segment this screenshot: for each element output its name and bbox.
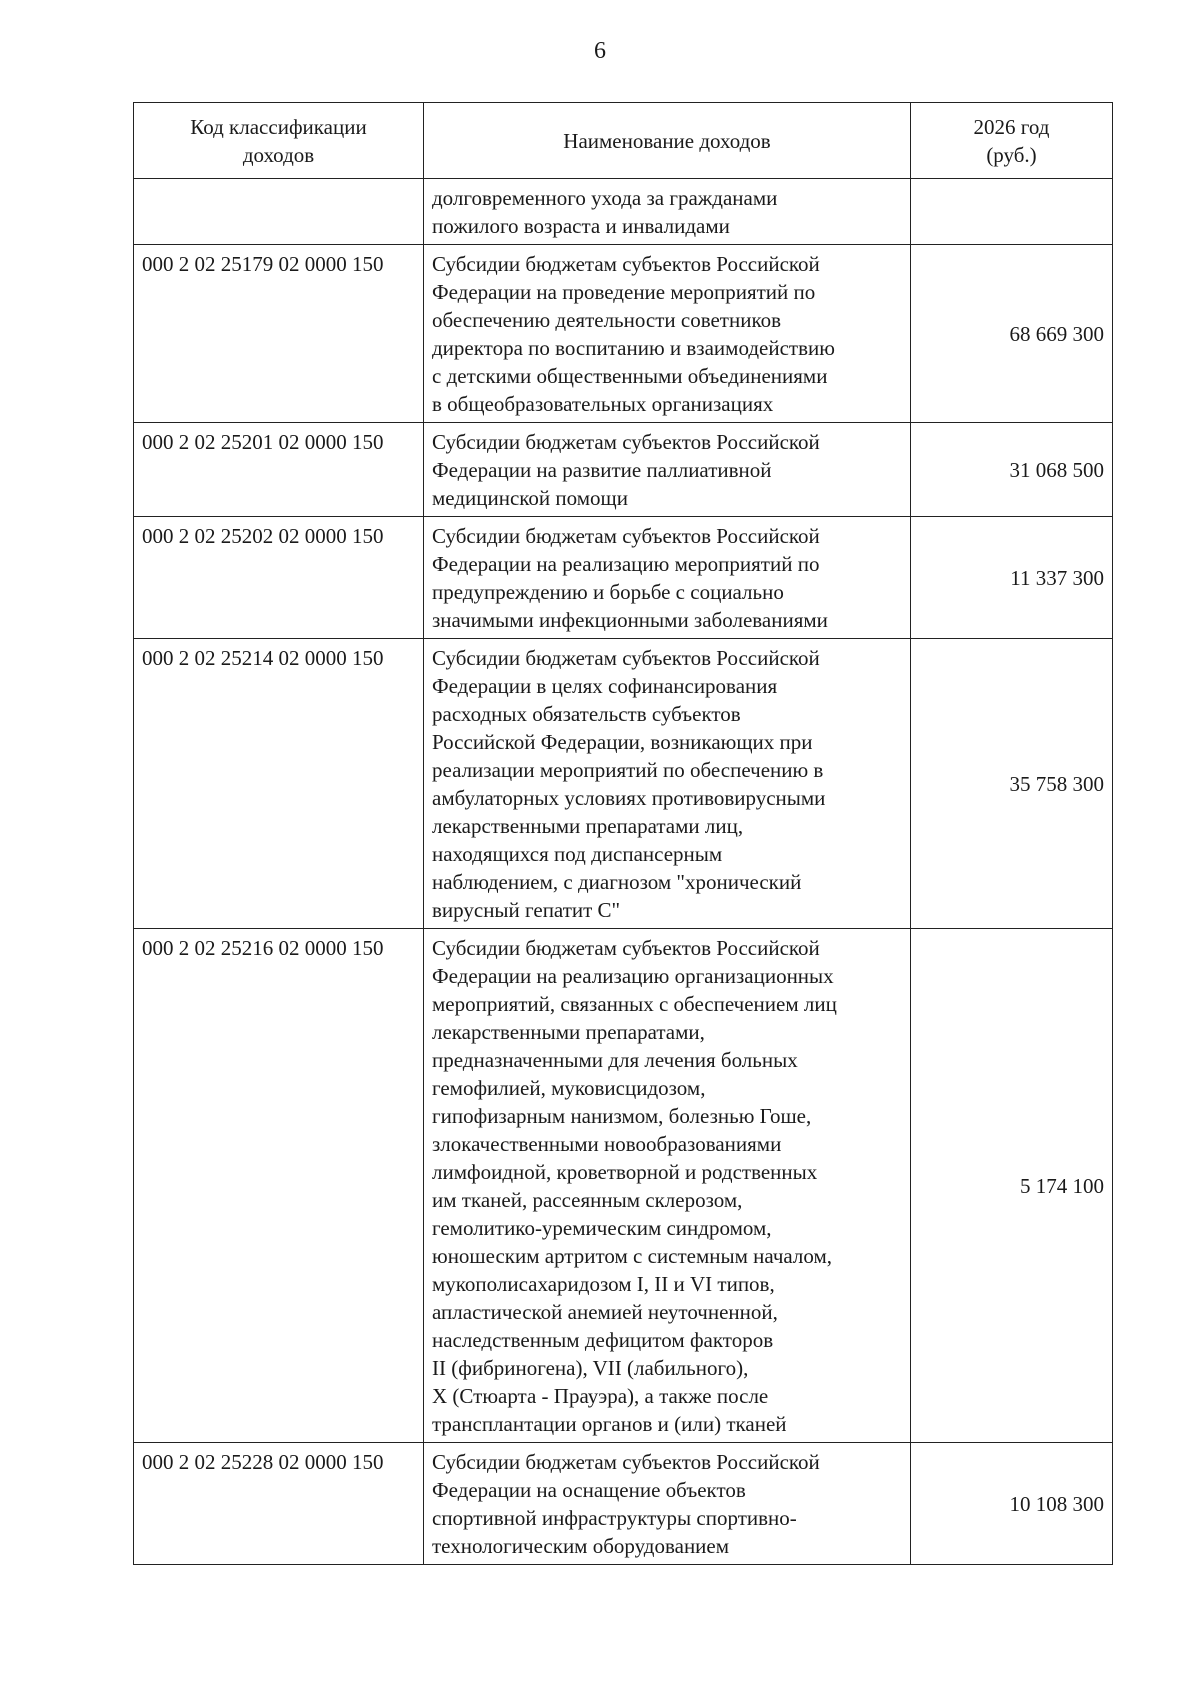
header-code-line: доходов bbox=[242, 142, 315, 167]
income-name-line: лекарственными препаратами, bbox=[432, 1020, 705, 1044]
income-name-line: трансплантации органов и (или) тканей bbox=[432, 1412, 787, 1436]
income-name bbox=[424, 1443, 911, 1565]
income-name-line: X (Стюарта - Прауэра), а также после bbox=[432, 1384, 769, 1408]
income-name-line: спортивной инфраструктуры спортивно- bbox=[432, 1506, 797, 1530]
income-amount: 10 108 300 bbox=[911, 1443, 1113, 1565]
header-amount-line: (руб.) bbox=[986, 142, 1037, 167]
page-number: 6 bbox=[594, 38, 606, 64]
income-name-line: Федерации на реализацию мероприятий по bbox=[432, 552, 820, 576]
income-name-line: лекарственными препаратами лиц, bbox=[432, 814, 744, 838]
income-name-line: Субсидии бюджетам субъектов Российской bbox=[432, 430, 820, 454]
income-code: 000 2 02 25214 02 0000 150 bbox=[134, 639, 424, 929]
header-amount bbox=[911, 103, 1113, 179]
income-name-line: Федерации на реализацию организационных bbox=[432, 964, 834, 988]
header-name: Наименование доходов bbox=[424, 103, 911, 179]
income-name-line: долговременного ухода за гражданами bbox=[432, 186, 778, 210]
income-amount: 68 669 300 bbox=[911, 245, 1113, 423]
income-name-line: злокачественными новообразованиями bbox=[432, 1132, 782, 1156]
table-row bbox=[134, 639, 1113, 929]
income-amount: 35 758 300 bbox=[911, 639, 1113, 929]
income-name-line: медицинской помощи bbox=[432, 486, 628, 510]
income-name-line: Субсидии бюджетам субъектов Российской bbox=[432, 524, 820, 548]
income-name-line: Субсидии бюджетам субъектов Российской bbox=[432, 252, 820, 276]
income-name-line: мукополисахаридозом I, II и VI типов, bbox=[432, 1272, 775, 1296]
income-table bbox=[133, 102, 1113, 1565]
income-name-line: гипофизарным нанизмом, болезнью Гоше, bbox=[432, 1104, 812, 1128]
income-name-line: директора по воспитанию и взаимодействию bbox=[432, 336, 835, 360]
income-name-line: Субсидии бюджетам субъектов Российской bbox=[432, 936, 820, 960]
income-name-line: наследственным дефицитом факторов bbox=[432, 1328, 774, 1352]
income-name-line: Федерации на проведение мероприятий по bbox=[432, 280, 816, 304]
income-name-line: Федерации на оснащение объектов bbox=[432, 1478, 746, 1502]
income-name-line: апластической анемией неуточненной, bbox=[432, 1300, 778, 1324]
income-name bbox=[424, 423, 911, 517]
income-name-line: Федерации на развитие паллиативной bbox=[432, 458, 772, 482]
table-row bbox=[134, 245, 1113, 423]
income-amount bbox=[911, 179, 1113, 245]
income-code: 000 2 02 25228 02 0000 150 bbox=[134, 1443, 424, 1565]
table-row bbox=[134, 179, 1113, 245]
table-row bbox=[134, 423, 1113, 517]
table-header-row bbox=[134, 103, 1113, 179]
income-name-line: находящихся под диспансерным bbox=[432, 842, 723, 866]
income-name-line: Субсидии бюджетам субъектов Российской bbox=[432, 1450, 820, 1474]
income-name-line: значимыми инфекционными заболеваниями bbox=[432, 608, 828, 632]
income-name-line: II (фибриногена), VII (лабильного), bbox=[432, 1356, 749, 1380]
income-name-line: технологическим оборудованием bbox=[432, 1534, 730, 1558]
header-amount-line: 2026 год bbox=[973, 114, 1050, 139]
income-name-line: лимфоидной, кроветворной и родственных bbox=[432, 1160, 818, 1184]
income-name bbox=[424, 179, 911, 245]
table-row bbox=[134, 1443, 1113, 1565]
income-name-line: вирусный гепатит С" bbox=[432, 898, 621, 922]
header-code-line: Код классификации bbox=[190, 114, 367, 139]
income-name-line: с детскими общественными объединениями bbox=[432, 364, 828, 388]
income-name-line: в общеобразовательных организациях bbox=[432, 392, 774, 416]
income-name-line: предупреждению и борьбе с социально bbox=[432, 580, 784, 604]
income-name-line: Субсидии бюджетам субъектов Российской bbox=[432, 646, 820, 670]
income-name-line: им тканей, рассеянным склерозом, bbox=[432, 1188, 743, 1212]
income-name bbox=[424, 639, 911, 929]
income-name bbox=[424, 929, 911, 1443]
income-name-line: наблюдением, с диагнозом "хронический bbox=[432, 870, 802, 894]
income-name-line: мероприятий, связанных с обеспечением лиц bbox=[432, 992, 837, 1016]
header-code bbox=[134, 103, 424, 179]
income-code: 000 2 02 25202 02 0000 150 bbox=[134, 517, 424, 639]
income-amount: 5 174 100 bbox=[911, 929, 1113, 1443]
income-name-line: гемофилией, муковисцидозом, bbox=[432, 1076, 706, 1100]
income-code: 000 2 02 25201 02 0000 150 bbox=[134, 423, 424, 517]
income-name-line: расходных обязательств субъектов bbox=[432, 702, 741, 726]
income-amount: 11 337 300 bbox=[911, 517, 1113, 639]
table-body bbox=[134, 179, 1113, 1565]
table-row bbox=[134, 929, 1113, 1443]
income-name-line: пожилого возраста и инвалидами bbox=[432, 214, 730, 238]
income-name-line: Федерации в целях софинансирования bbox=[432, 674, 778, 698]
income-code: 000 2 02 25179 02 0000 150 bbox=[134, 245, 424, 423]
income-name bbox=[424, 245, 911, 423]
income-amount: 31 068 500 bbox=[911, 423, 1113, 517]
table-row bbox=[134, 517, 1113, 639]
income-name bbox=[424, 517, 911, 639]
income-name-line: амбулаторных условиях противовирусными bbox=[432, 786, 826, 810]
income-name-line: гемолитико-уремическим синдромом, bbox=[432, 1216, 772, 1240]
income-name-line: реализации мероприятий по обеспечению в bbox=[432, 758, 824, 782]
income-name-line: Российской Федерации, возникающих при bbox=[432, 730, 813, 754]
income-name-line: предназначенными для лечения больных bbox=[432, 1048, 798, 1072]
income-code bbox=[134, 179, 424, 245]
income-name-line: юношеским артритом с системным началом, bbox=[432, 1244, 833, 1268]
income-name-line: обеспечению деятельности советников bbox=[432, 308, 782, 332]
income-code: 000 2 02 25216 02 0000 150 bbox=[134, 929, 424, 1443]
